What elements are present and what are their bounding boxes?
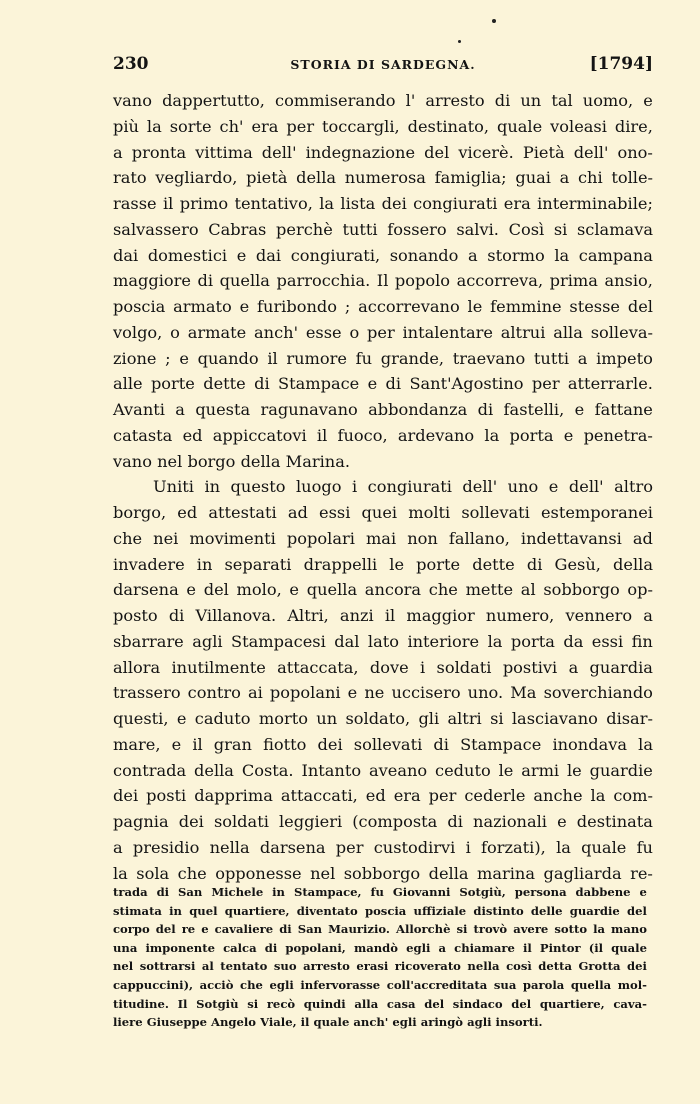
text-line: pagnia dei soldati leggieri (composta di nazionali e destinata — [113, 812, 653, 831]
text-line: rato vegliardo, pietà della numerosa famiglia; guai a chi tolle- — [113, 168, 653, 188]
footnote-line: cappuccini), acciò che egli infervorasse coll'accreditata sua parola quella mol- — [113, 977, 647, 992]
year-marker: [1794] — [589, 54, 653, 74]
text-line: rasse il primo tentativo, la lista dei congiurati era interminabile; — [113, 194, 653, 213]
ink-speck — [458, 40, 461, 43]
text-line: contrada della Costa. Intanto aveano ceduto le armi le guardie — [113, 760, 653, 780]
footnote-line: liere Giuseppe Angelo Viale, il quale anch' egli aringò agli insorti. — [113, 1015, 543, 1030]
text-line: borgo, ed attestati ad essi quei molti sollevati estemporanei — [113, 503, 653, 522]
text-line: che nei movimenti popolari mai non fallano, indettavansi ad — [113, 528, 653, 548]
footnote-line: una imponente calca di popolani, mandò egli a chiamare il Pintor (il quale — [113, 940, 647, 955]
text-line: la sola che opponesse nel sobborgo della marina gagliarda re- — [113, 863, 653, 883]
text-line: vano nel borgo della Marina. — [113, 451, 351, 471]
text-line: trassero contro ai popolani e ne uccisero uno. Ma soverchiando — [113, 683, 653, 703]
text-line: volgo, o armate anch' esse o per intalentare altrui alla solleva- — [113, 322, 653, 342]
text-line: più la sorte ch' era per toccargli, destinato, quale voleasi dire, — [113, 116, 653, 136]
footnote-line: stimata in quel quartiere, diventato poscia uffiziale distinto delle guardie del — [113, 903, 647, 918]
footnote-line: trada di San Michele in Stampace, fu Giovanni Sotgiù, persona dabbene e — [113, 885, 647, 899]
text-line: sbarrare agli Stampacesi dal lato interiore la porta da essi fin — [113, 631, 653, 651]
footnote — [113, 883, 647, 1032]
text-line: maggiore di quella parrocchia. Il popolo accorreva, prima ansio, — [113, 271, 653, 291]
text-line: catasta ed appiccatovi il fuoco, ardevano la porta e penetra- — [113, 425, 653, 445]
text-line: dei posti dapprima attaccati, ed era per cederle anche la com- — [113, 786, 653, 806]
text-line: dai domestici e dai congiurati, sonando a stormo la campana — [113, 245, 653, 265]
footnote-line: nel sottrarsi al tentato suo arresto erasi ricoverato nella così detta Grotta dei — [113, 959, 647, 974]
text-line: mare, e il gran fiotto dei sollevati di Stampace inondava la — [113, 734, 653, 754]
text-line: questi, e caduto morto un soldato, gli altri si lasciavano disar- — [113, 709, 653, 728]
text-line: vano dappertutto, commiserando l' arresto di un tal uomo, e — [113, 91, 653, 110]
text-line: a presidio nella darsena per custodirvi i forzati), la quale fu — [113, 837, 653, 857]
text-line: zione ; e quando il rumore fu grande, traevano tutti a impeto — [113, 348, 653, 368]
page-number: 230 — [113, 54, 149, 74]
footnote-line: corpo del re e cavaliere di San Maurizio. Allorchè si trovò avere sotto la mano — [113, 922, 647, 937]
text-line: poscia armato e furibondo ; accorrevano le femmine stesse del — [113, 297, 653, 316]
text-line: allora inutilmente attaccata, dove i soldati postivi a guardia — [113, 657, 653, 677]
text-line: invadere in separati drappelli le porte dette di Gesù, della — [113, 554, 653, 574]
footnote-line: titudine. Il Sotgiù si recò quindi alla casa del sindaco del quartiere, cava- — [113, 996, 647, 1011]
text-line: salvassero Cabras perchè tutti fossero salvi. Così si sclamava — [113, 219, 653, 239]
text-line: a pronta vittima dell' indegnazione del vicerè. Pietà dell' ono- — [113, 142, 653, 162]
ink-speck — [492, 19, 496, 23]
running-header — [113, 54, 653, 80]
text-line: alle porte dette di Stampace e di Sant'Agostino per atterrarle. — [113, 374, 653, 394]
text-line: Avanti a questa ragunavano abbondanza di fastelli, e fattane — [113, 400, 653, 419]
running-title: STORIA DI SARDEGNA. — [290, 57, 476, 72]
main-text — [113, 88, 653, 886]
text-line: posto di Villanova. Altri, anzi il maggior numero, vennero a — [113, 606, 653, 625]
text-line: darsena e del molo, e quella ancora che mette al sobborgo op- — [113, 580, 653, 600]
text-line: Uniti in questo luogo i congiurati dell' uno e dell' altro — [153, 477, 653, 497]
